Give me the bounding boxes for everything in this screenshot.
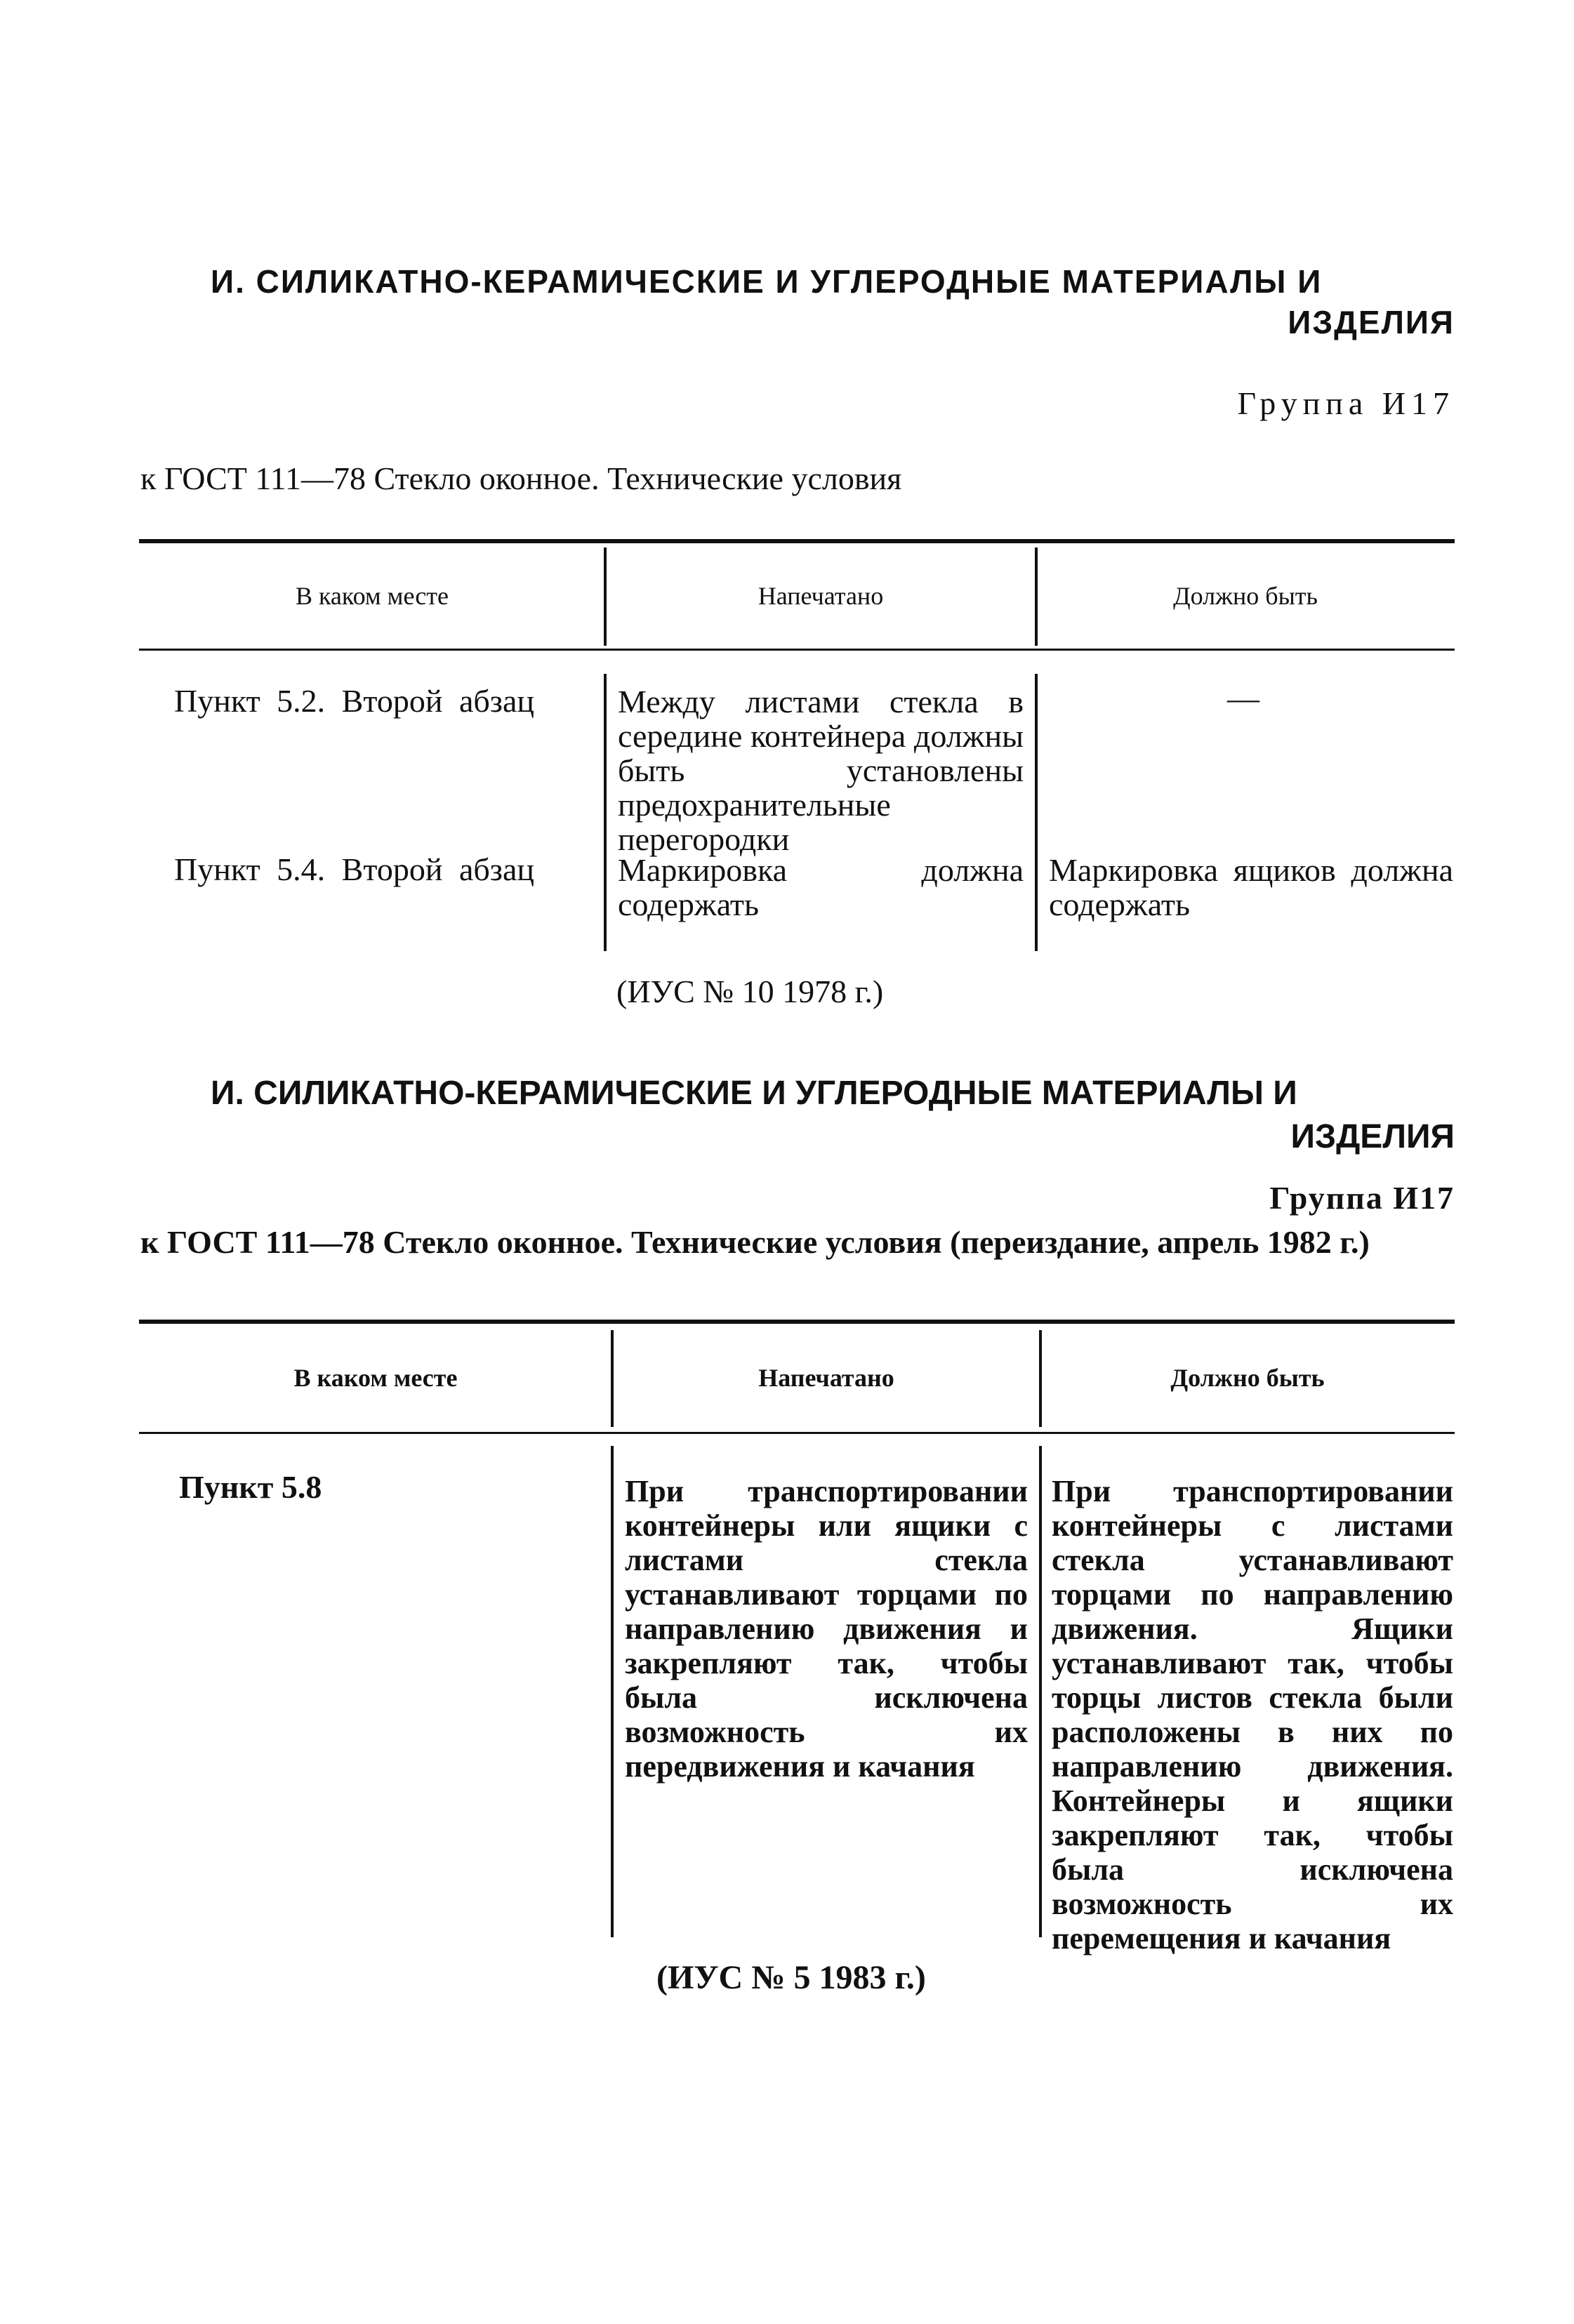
section-1-heading-line-1: И. СИЛИКАТНО-КЕРАМИЧЕСКИЕ И УГЛЕРОДНЫЕ МАТЕРИАЛЫ И <box>211 263 1323 300</box>
table-1-header-rule <box>139 649 1455 651</box>
table-1-row-1-printed: Между листами стекла в середине контейнера должны быть установлены предохранительные перегородки <box>618 684 1024 857</box>
table-1-row-1-should-be: — <box>1227 680 1259 716</box>
table-1-body-divider-1 <box>604 674 607 951</box>
section-2-heading-line-2: ИЗДЕЛИЯ <box>1290 1118 1455 1155</box>
section-2-heading-line-1: И. СИЛИКАТНО-КЕРАМИЧЕСКИЕ И УГЛЕРОДНЫЕ МАТЕРИАЛЫ И <box>211 1075 1297 1112</box>
table-1-top-rule <box>139 539 1455 543</box>
section-1-heading-line-2: ИЗДЕЛИЯ <box>1288 304 1455 340</box>
table-1-header-printed: Напечатано <box>758 582 884 610</box>
table-2-header-place: В каком месте <box>293 1364 458 1392</box>
section-1-group: Группа И17 <box>1237 385 1455 421</box>
section-2-group: Группа И17 <box>1269 1180 1455 1216</box>
table-1-body-divider-2 <box>1035 674 1038 951</box>
table-2-row-1-place: Пункт 5.8 <box>179 1469 322 1505</box>
section-1-ius-note: (ИУС № 10 1978 г.) <box>616 974 884 1009</box>
table-2-row-1-should-be: При транспортировании контейнеры с листами стекла устанавливают торцами по направлению движения. Ящики устанавливают так, чтобы торцы листов стекла были расположены в них по направлению движения. Контейнеры и ящики закрепляют так, чтобы была исключена возможность их перемещения и качания <box>1052 1474 1453 1956</box>
table-2-header-printed: Напечатано <box>758 1364 894 1392</box>
section-1-gost-title: к ГОСТ 111—78 Стекло оконное. Технические условия <box>140 460 902 496</box>
table-1-row-2-printed: Маркировка должна содержать <box>618 852 1024 922</box>
table-2-body-divider-1 <box>611 1446 614 1937</box>
table-1-header-should-be: Должно быть <box>1173 582 1318 610</box>
table-2-header-rule <box>139 1432 1455 1434</box>
table-2-row-1-printed: При транспортировании контейнеры или ящики с листами стекла устанавливают торцами по направлению движения и закрепляют так, чтобы была исключена возможность их передвижения и качания <box>625 1474 1028 1784</box>
section-2-gost-title: к ГОСТ 111—78 Стекло оконное. Технические условия (переиздание, апрель 1982 г.) <box>140 1224 1370 1260</box>
table-1-row-2-place: Пункт 5.4. Второй абзац <box>174 851 535 887</box>
table-2-top-rule <box>139 1320 1455 1324</box>
table-1-row-2-should-be: Маркировка ящиков должна содержать <box>1049 852 1453 922</box>
table-2-body-divider-2 <box>1039 1446 1042 1937</box>
table-2-header-should-be: Должно быть <box>1170 1364 1325 1392</box>
table-1-row-1-place: Пункт 5.2. Второй абзац <box>174 683 535 719</box>
table-1-header-place: В каком месте <box>295 582 449 610</box>
section-2-ius-note: (ИУС № 5 1983 г.) <box>656 1959 926 1996</box>
